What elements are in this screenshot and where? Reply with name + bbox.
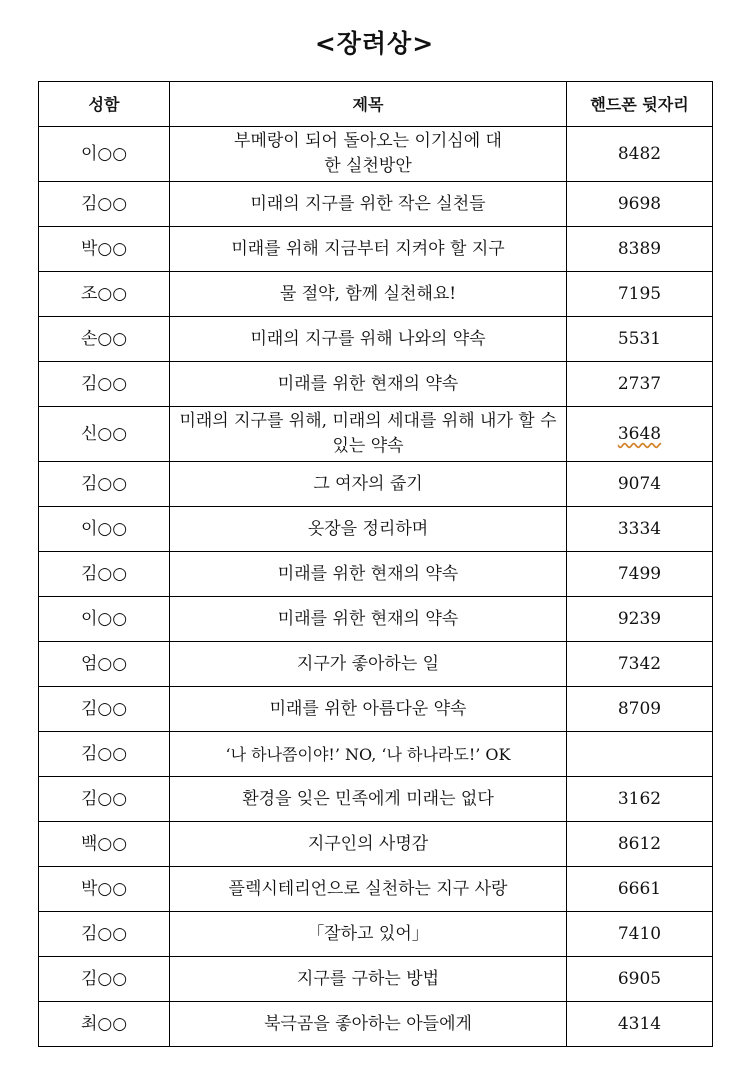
cell-title: 환경을 잊은 민족에게 미래는 없다 bbox=[170, 777, 567, 822]
cell-phone: 7195 bbox=[567, 272, 713, 317]
cell-title: 「잘하고 있어」 bbox=[170, 912, 567, 957]
table-row bbox=[39, 597, 713, 642]
cell-title: 미래를 위한 현재의 약속 bbox=[170, 597, 567, 642]
cell-title: 그 여자의 줍기 bbox=[170, 462, 567, 507]
table-row bbox=[39, 777, 713, 822]
cell-title: 미래를 위한 아름다운 약속 bbox=[170, 687, 567, 732]
cell-name: 손○○ bbox=[39, 317, 170, 362]
cell-phone bbox=[567, 732, 713, 777]
table-row bbox=[39, 362, 713, 407]
cell-name: 김○○ bbox=[39, 362, 170, 407]
cell-phone: 7499 bbox=[567, 552, 713, 597]
cell-title: 지구가 좋아하는 일 bbox=[170, 642, 567, 687]
cell-name: 김○○ bbox=[39, 732, 170, 777]
table-row bbox=[39, 912, 713, 957]
table-row bbox=[39, 732, 713, 777]
table-row bbox=[39, 867, 713, 912]
table-row bbox=[39, 272, 713, 317]
cell-phone: 3162 bbox=[567, 777, 713, 822]
table-row bbox=[39, 227, 713, 272]
cell-name: 김○○ bbox=[39, 957, 170, 1002]
cell-title: 물 절약, 함께 실천해요! bbox=[170, 272, 567, 317]
cell-name: 백○○ bbox=[39, 822, 170, 867]
cell-title: 부메랑이 되어 돌아오는 이기심에 대한 실천방안 bbox=[170, 127, 567, 182]
cell-name: 최○○ bbox=[39, 1002, 170, 1047]
table-row bbox=[39, 552, 713, 597]
header-phone: 핸드폰 뒷자리 bbox=[567, 82, 713, 127]
cell-title: ‘나 하나쯤이야!’ NO, ‘나 하나라도!’ OK bbox=[170, 732, 567, 777]
cell-title: 미래를 위한 현재의 약속 bbox=[170, 552, 567, 597]
cell-phone: 2737 bbox=[567, 362, 713, 407]
cell-title: 미래의 지구를 위한 작은 실천들 bbox=[170, 182, 567, 227]
cell-title: 플렉시테리언으로 실천하는 지구 사랑 bbox=[170, 867, 567, 912]
cell-phone: 6661 bbox=[567, 867, 713, 912]
cell-phone: 4314 bbox=[567, 1002, 713, 1047]
spellcheck-marked-text: 3648 bbox=[617, 423, 662, 444]
table-row bbox=[39, 127, 713, 182]
cell-name: 김○○ bbox=[39, 687, 170, 732]
cell-title: 미래의 지구를 위해 나와의 약속 bbox=[170, 317, 567, 362]
cell-title: 지구를 구하는 방법 bbox=[170, 957, 567, 1002]
cell-phone: 8612 bbox=[567, 822, 713, 867]
cell-name: 엄○○ bbox=[39, 642, 170, 687]
cell-title: 북극곰을 좋아하는 아들에게 bbox=[170, 1002, 567, 1047]
cell-phone: 9074 bbox=[567, 462, 713, 507]
cell-name: 김○○ bbox=[39, 462, 170, 507]
header-name: 성함 bbox=[39, 82, 170, 127]
table-header-row bbox=[39, 82, 713, 127]
table-row bbox=[39, 182, 713, 227]
cell-name: 신○○ bbox=[39, 407, 170, 462]
cell-name: 김○○ bbox=[39, 912, 170, 957]
cell-phone: 8482 bbox=[567, 127, 713, 182]
cell-phone: 9698 bbox=[567, 182, 713, 227]
cell-phone: 9239 bbox=[567, 597, 713, 642]
award-table bbox=[38, 81, 713, 1047]
cell-name: 김○○ bbox=[39, 777, 170, 822]
cell-phone: 8389 bbox=[567, 227, 713, 272]
cell-phone: 7410 bbox=[567, 912, 713, 957]
table-row bbox=[39, 642, 713, 687]
cell-title: 옷장을 정리하며 bbox=[170, 507, 567, 552]
cell-phone bbox=[567, 407, 713, 462]
cell-title: 미래를 위한 현재의 약속 bbox=[170, 362, 567, 407]
cell-name: 김○○ bbox=[39, 182, 170, 227]
table-row bbox=[39, 822, 713, 867]
table-row bbox=[39, 687, 713, 732]
cell-phone: 3334 bbox=[567, 507, 713, 552]
cell-name: 박○○ bbox=[39, 227, 170, 272]
cell-name: 김○○ bbox=[39, 552, 170, 597]
cell-phone: 6905 bbox=[567, 957, 713, 1002]
cell-name: 이○○ bbox=[39, 507, 170, 552]
cell-name: 박○○ bbox=[39, 867, 170, 912]
cell-name: 조○○ bbox=[39, 272, 170, 317]
table-row bbox=[39, 507, 713, 552]
cell-phone: 5531 bbox=[567, 317, 713, 362]
table-row bbox=[39, 407, 713, 462]
cell-phone: 8709 bbox=[567, 687, 713, 732]
table-row bbox=[39, 317, 713, 362]
cell-title: 미래를 위해 지금부터 지켜야 할 지구 bbox=[170, 227, 567, 272]
cell-phone: 7342 bbox=[567, 642, 713, 687]
table-row bbox=[39, 957, 713, 1002]
cell-title: 지구인의 사명감 bbox=[170, 822, 567, 867]
cell-title: 미래의 지구를 위해, 미래의 세대를 위해 내가 할 수 있는 약속 bbox=[170, 407, 567, 462]
page-title: <장려상> bbox=[314, 29, 435, 58]
header-title: 제목 bbox=[170, 82, 567, 127]
table-row bbox=[39, 1002, 713, 1047]
table-row bbox=[39, 462, 713, 507]
cell-name: 이○○ bbox=[39, 597, 170, 642]
cell-name: 이○○ bbox=[39, 127, 170, 182]
